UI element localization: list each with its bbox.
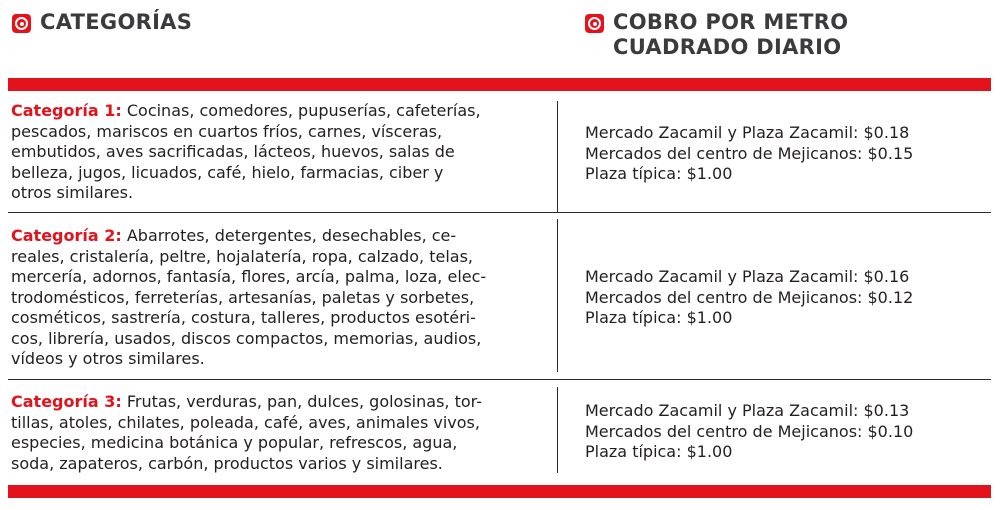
category-1-rates	[585, 123, 985, 185]
table-header	[0, 0, 1000, 72]
category-2-rate-mejicanos: Mercados del centro de Mejicanos: $0.12	[585, 287, 914, 307]
category-1-line-3: embutidos, aves sacrificadas, lácteos, huevos, salas de	[11, 142, 455, 161]
target-icon	[12, 14, 31, 33]
row-divider-1	[8, 212, 991, 213]
daily-rate-heading	[585, 10, 848, 60]
category-1-line-1	[11, 101, 551, 122]
category-2-line-4: trodomésticos, ferreterías, artesanías, paletas y sorbetes,	[11, 287, 475, 307]
daily-rate-title-line-1: COBRO POR METRO	[613, 10, 849, 34]
category-3-line-4: soda, zapateros, carbón, productos varios y similares.	[11, 453, 443, 473]
column-divider-1	[557, 101, 558, 212]
category-1-description	[11, 101, 551, 204]
category-1-rate-zacamil: Mercado Zacamil y Plaza Zacamil: $0.18	[585, 123, 910, 142]
category-2-description	[11, 226, 551, 370]
category-1-line-5: otros similares.	[11, 183, 134, 202]
category-3-line-3: especies, medicina botánica y popular, refrescos, agua,	[11, 433, 458, 452]
categories-heading	[12, 10, 192, 35]
category-3-rate-plaza-tipica: Plaza típica: $1.00	[585, 442, 733, 461]
category-1-rate-mejicanos: Mercados del centro de Mejicanos: $0.15	[585, 143, 914, 163]
category-2-rate-zacamil: Mercado Zacamil y Plaza Zacamil: $0.16	[585, 267, 910, 286]
category-1-line-4: belleza, jugos, licuados, café, hielo, farmacias, ciber y	[11, 162, 444, 182]
bottom-red-rule	[8, 485, 991, 498]
category-3-rate-mejicanos: Mercados del centro de Mejicanos: $0.10	[585, 421, 914, 441]
category-2-line-7: vídeos y otros similares.	[11, 349, 205, 368]
category-3-rate-zacamil: Mercado Zacamil y Plaza Zacamil: $0.13	[585, 401, 910, 420]
categories-title: CATEGORÍAS	[40, 10, 193, 34]
category-2-line-6: cos, librería, usados, discos compactos, memorias, audios,	[11, 328, 482, 348]
category-3-line-1	[11, 392, 551, 413]
category-3-label: Categoría 3:	[11, 392, 122, 411]
row-divider-2	[8, 379, 991, 380]
category-2-line-3: mercería, adornos, fantasía, flores, arcía, palma, loza, elec-	[11, 267, 487, 286]
category-1-line-2: pescados, mariscos en cuartos fríos, carnes, vísceras,	[11, 121, 443, 141]
category-3-description	[11, 392, 551, 474]
column-divider-2	[557, 219, 558, 372]
category-2-label: Categoría 2:	[11, 226, 122, 245]
category-3-rates	[585, 401, 985, 463]
daily-rate-title	[613, 10, 848, 60]
category-2-text: Abarrotes, detergentes, desechables, ce-	[121, 226, 457, 245]
category-1-label: Categoría 1:	[11, 101, 122, 120]
column-divider-3	[557, 387, 558, 473]
category-2-rate-plaza-tipica: Plaza típica: $1.00	[585, 308, 733, 327]
category-2-line-2: reales, cristalería, peltre, hojalatería, ropa, calzado, telas,	[11, 246, 474, 266]
category-2-line-1	[11, 226, 551, 247]
category-3-line-2: tillas, atoles, chilates, poleada, café, aves, animales vivos,	[11, 412, 480, 432]
category-3-text: Frutas, verduras, pan, dulces, golosinas, tor-	[121, 392, 482, 411]
category-1-text: Cocinas, comedores, pupuserías, cafeterías,	[121, 101, 481, 120]
category-2-rates	[585, 267, 985, 329]
daily-rate-title-line-2: CUADRADO DIARIO	[613, 35, 842, 59]
category-2-line-5: cosméticos, sastrería, costura, talleres, productos esotéri-	[11, 308, 476, 327]
category-1-rate-plaza-tipica: Plaza típica: $1.00	[585, 164, 733, 183]
top-red-rule	[8, 78, 991, 91]
target-icon	[585, 14, 604, 33]
